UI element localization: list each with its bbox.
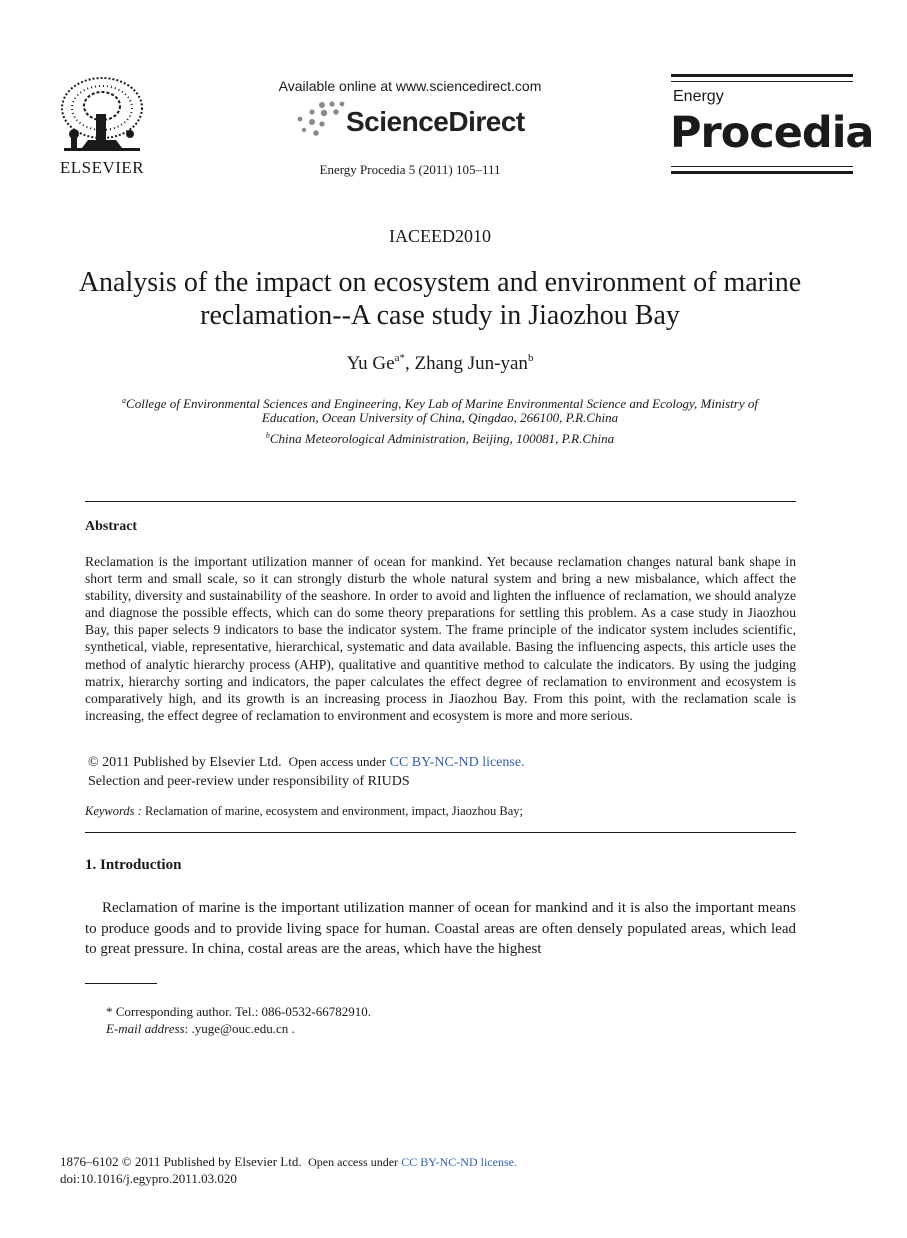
- email-note: [106, 1021, 295, 1037]
- keywords-list: Reclamation of marine, ecosystem and environment, impact, Jiaozhou Bay;: [144, 804, 523, 818]
- conference-name: IACEED2010: [389, 226, 491, 246]
- email-address: : .yuge@ouc.edu.cn .: [184, 1021, 295, 1036]
- abstract-top-rule: [85, 501, 796, 502]
- author-affiliation-mark: a*: [394, 352, 405, 364]
- issn-text: 1876–6102 © 2011 Published by Elsevier Ltd.: [60, 1154, 302, 1169]
- section-heading: 1. Introduction: [85, 857, 182, 873]
- abstract-body: Reclamation is the important utilization manner of ocean for mankind. Yet because reclamation changes natural bank shape in short term and small scale, so it can strongly disturb the whole natural system and bring a new misbalance, which affect the stability, diversity and sustainability of the seashore. In order to avoid and lighten the influence of reclamation, we should analyze and diagnose the possible effects, which can do some theory preparations for settling this problem. As a case study in Jiaozhou Bay, this paper selects 9 indicators to base the indicator system. The frame principle of the indicator system includes scientific, synthetical, viable, representative, hierarchical, systematic and data available. Basing the influencing aspects, this article uses the method of analytic hierarchy process (AHP), qualitative and quantitive method to calculate the indicators. By using the judging matrix, hierarchy sorting and indicators, the paper calculates the effect degree of reclamation to environment and ecosystem is comparatively high, and its growth is an increasing process in Jiaozhou Bay. From this point, with the reclamation scale is increasing, the effect degree of reclamation to environment and ecosystem is more and more serious.: [85, 554, 796, 723]
- journal-name-small: Energy: [673, 88, 724, 105]
- sciencedirect-dots-icon: [292, 100, 352, 138]
- sciencedirect-wordmark: ScienceDirect: [346, 106, 525, 137]
- license-link[interactable]: CC BY-NC-ND license.: [389, 755, 525, 770]
- available-online-text: Available online at www.sciencedirect.com: [278, 78, 542, 94]
- copyright-text: © 2011 Published by Elsevier Ltd.: [88, 755, 282, 770]
- doi-line[interactable]: doi:10.1016/j.egypro.2011.03.020: [60, 1171, 237, 1186]
- abstract-heading: Abstract: [85, 519, 138, 534]
- author-name: Zhang Jun-yan: [414, 353, 528, 374]
- open-access-text: Open access under: [288, 754, 387, 769]
- author-list: [0, 352, 880, 375]
- publisher-name: ELSEVIER: [59, 158, 145, 177]
- affiliation-mark: b: [265, 431, 270, 440]
- affiliation-mark: a: [122, 396, 127, 405]
- introduction-body: Reclamation of marine is the important utilization manner of ocean for mankind and it is also the important means to produce goods and to provide living space for human. Coastal areas are often densely populated areas, which lead to great pressure. In china, costal areas are the areas, which have the highest: [85, 900, 796, 957]
- abstract-bottom-rule: [85, 832, 796, 833]
- footer-issn-line: [60, 1154, 517, 1170]
- license-link[interactable]: CC BY-NC-ND license.: [401, 1155, 517, 1169]
- peer-review-statement: Selection and peer-review under responsibility of RIUDS: [88, 774, 410, 789]
- affiliation-text: China Meteorological Administration, Beijing, 100081, P.R.China: [269, 431, 615, 446]
- corresponding-author-note: * Corresponding author. Tel.: 086-0532-66782910.: [106, 1004, 371, 1019]
- email-label: E-mail address: [106, 1021, 185, 1036]
- keywords-line: [85, 804, 523, 819]
- affiliation-b: [80, 427, 800, 447]
- author-separator: ,: [404, 353, 415, 374]
- paper-title: Analysis of the impact on ecosystem and environment of marine reclamation--A case study in Jiaozhou Bay: [78, 267, 802, 331]
- affiliation-text: College of Environmental Sciences and Engineering, Key Lab of Marine Environmental Science and Ecology, Ministry of: [126, 396, 758, 411]
- keywords-label: Keywords :: [85, 804, 142, 818]
- footnote-rule: [85, 983, 157, 984]
- author-name: Yu Ge: [346, 353, 395, 374]
- journal-name-large: Procedia: [670, 108, 874, 158]
- copyright-line: [88, 754, 525, 771]
- open-access-text: Open access under: [308, 1155, 399, 1169]
- affiliation-a-cont: Education, Ocean University of China, Qingdao, 266100, P.R.China: [261, 410, 619, 425]
- author-affiliation-mark: b: [527, 352, 534, 364]
- journal-reference: Energy Procedia 5 (2011) 105–111: [319, 162, 501, 177]
